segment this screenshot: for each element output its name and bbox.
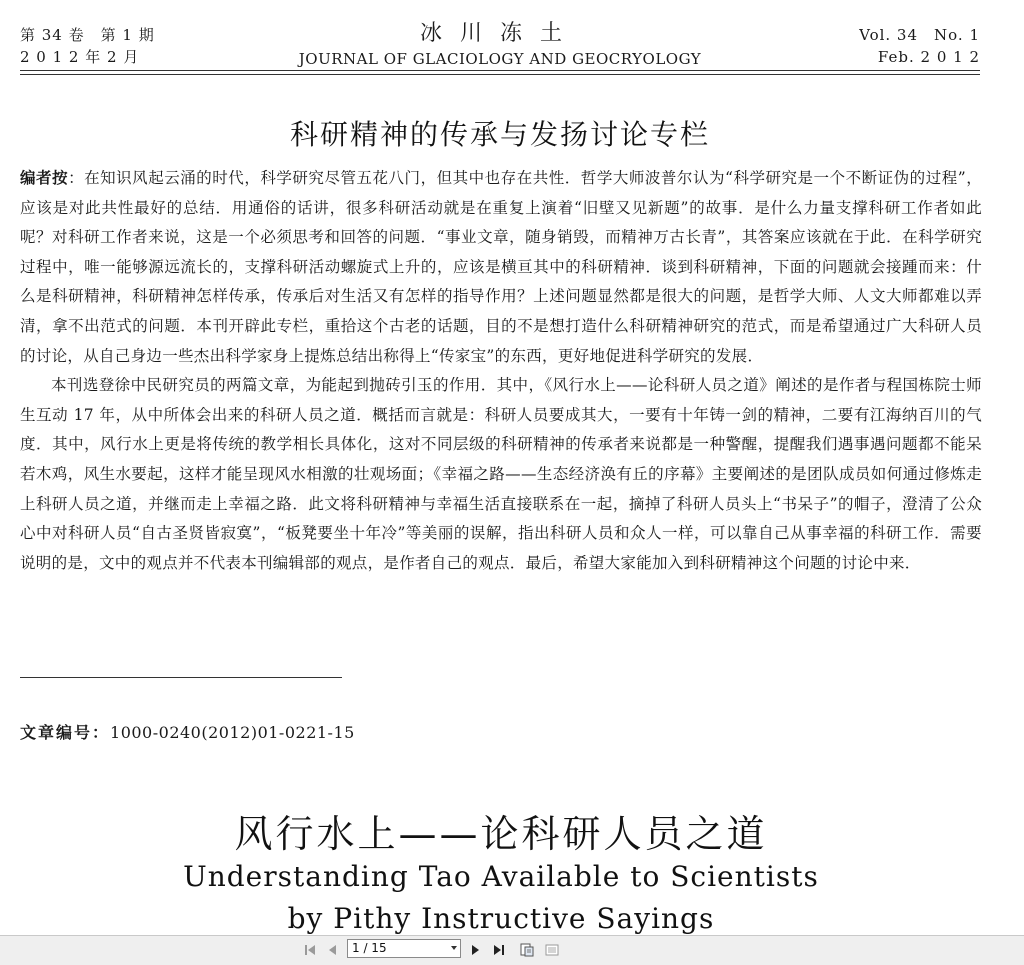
pdf-toolbar bbox=[0, 935, 1024, 965]
article-number-label: 文章编号： bbox=[20, 723, 111, 742]
journal-name-en: JOURNAL OF GLACIOLOGY AND GEOCRYOLOGY bbox=[298, 50, 702, 68]
editor-note-label: 编者按 bbox=[20, 169, 69, 187]
header-rule-bottom bbox=[20, 74, 980, 75]
article-title-en-line-1: Understanding Tao Available to Scientists bbox=[183, 860, 819, 893]
first-page-icon bbox=[302, 942, 318, 958]
article-title-en bbox=[0, 856, 1002, 935]
journal-name-cn: 冰川冻土 bbox=[419, 21, 580, 46]
volume-issue-en: Vol. 34 No. 1 bbox=[859, 26, 980, 44]
page-selector[interactable] bbox=[347, 939, 461, 958]
last-page-icon bbox=[491, 942, 507, 958]
header-rule-top bbox=[20, 70, 980, 71]
fit-page-button[interactable] bbox=[519, 942, 535, 958]
volume-issue-cn: 第 34 卷 第 1 期 bbox=[20, 26, 155, 44]
fit-width-button[interactable] bbox=[544, 942, 560, 958]
date-en: Feb. 2 0 1 2 bbox=[877, 48, 980, 66]
header-right bbox=[859, 24, 980, 68]
article-number-value: 1000-0240(2012)01-0221-15 bbox=[110, 723, 355, 742]
editor-note-paragraph-1: 编者按：在知识风起云涌的时代，科学研究尽管五花八门，但其中也存在共性．哲学大师波普尔认为“科学研究是一个不断证伪的过程”，应该是对此共性最好的总结．用通俗的话讲，很多科研活动就是在重复上演着“旧壁又见新题”的故事．是什么力量支撑科研工作者如此呢？对科研工作者来说，这是一个必须思考和回答的问题．“事业文章，随身销毁，而精神万古长青”，其答案应该就在于此．在科学研究过程中，唯一能够源远流长的，支撑科研活动螺旋式上升的，应该是横亘其中的科研精神．谈到科研精神，下面的问题就会接踵而来：什么是科研精神，科研精神怎样传承，传承后对生活又有怎样的指导作用？上述问题显然都是很大的问题，是哲学大师、人文大师都难以弄清，拿不出范式的问题．本刊开辟此专栏，重拾这个古老的话题，目的不是想打造什么科研精神研究的范式，而是希望通过广大科研人员的讨论，从自己身边一些杰出科学家身上提炼总结出称得上“传家宝”的东西，更好地促进科学研究的发展． bbox=[20, 169, 983, 365]
journal-header bbox=[20, 20, 980, 76]
fit-page-icon bbox=[519, 942, 535, 958]
next-page-icon bbox=[468, 942, 484, 958]
article-title-en-line-2: by Pithy Instructive Sayings bbox=[287, 902, 715, 935]
editor-note-paragraph-2: 本刊选登徐中民研究员的两篇文章，为能起到抛砖引玉的作用．其中，《风行水上——论科研人员之道》阐述的是作者与程国栋院士师生互动 17 年，从中所体会出来的科研人员之道．概括而言就是：科研人员要成其大，一要有十年铸一剑的精神，二要有江海纳百川的气度．其中，风行水上更是将传统的教学相长具体化，这对不同层级的科研精神的传承者来说都是一种警醒，提醒我们遇事遇问题都不能呆若木鸡，风生水要起，这样才能呈现风水相激的壮观场面；《幸福之路——生态经济涣有丘的序幕》主要阐述的是团队成员如何通过修炼走上科研人员之道，并继而走上幸福之路．此文将科研精神与幸福生活直接联系在一起，摘掉了科研人员头上“书呆子”的帽子，澄清了公众心中对科研人员“自古圣贤皆寂寞”，“板凳要坐十年冷”等美丽的误解，指出科研人员和众人一样，可以靠自己从事幸福的科研工作．需要说明的是，文中的观点并不代表本刊编辑部的观点，是作者自己的观点．最后，希望大家能加入到科研精神这个问题的讨论中来． bbox=[20, 376, 982, 572]
footnote-rule bbox=[20, 677, 342, 678]
header-center bbox=[20, 20, 980, 70]
article-number bbox=[20, 720, 355, 743]
date-cn: 2 0 1 2 年 2 月 bbox=[20, 48, 140, 66]
page-indicator: 1 / 15 bbox=[352, 941, 387, 955]
fit-width-icon bbox=[544, 942, 560, 958]
article-title-cn: 风行水上——论科研人员之道 bbox=[234, 812, 768, 856]
last-page-button[interactable] bbox=[491, 942, 507, 958]
editor-note-text-1: 在知识风起云涌的时代，科学研究尽管五花八门，但其中也存在共性．哲学大师波普尔认为“科学研究是一个不断证伪的过程”，应该是对此共性最好的总结．用通俗的话讲，很多科研活动就是在重复上演着“旧壁又见新题”的故事．是什么力量支撑科研工作者如此呢？对科研工作者来说，这是一个必须思考和回答的问题．“事业文章，随身销毁，而精神万古长青”，其答案应该就在于此．在科学研究过程中，唯一能够源远流长的，支撑科研活动螺旋式上升的，应该是横亘其中的科研精神．谈到科研精神，下面的问题就会接踵而来：什么是科研精神，科研精神怎样传承，传承后对生活又有怎样的指导作用？上述问题显然都是很大的问题，是哲学大师、人文大师都难以弄清，拿不出范式的问题．本刊开辟此专栏，重拾这个古老的话题，目的不是想打造什么科研精神研究的范式，而是希望通过广大科研人员的讨论，从自己身边一些杰出科学家身上提炼总结出称得上“传家宝”的东西，更好地促进科学研究的发展． bbox=[20, 169, 983, 365]
first-page-button[interactable] bbox=[302, 942, 318, 958]
column-title: 科研精神的传承与发扬讨论专栏 bbox=[289, 118, 710, 151]
chevron-down-icon bbox=[451, 946, 457, 950]
prev-page-icon bbox=[324, 942, 340, 958]
next-page-button[interactable] bbox=[468, 942, 484, 958]
editor-note bbox=[20, 164, 982, 578]
prev-page-button[interactable] bbox=[324, 942, 340, 958]
